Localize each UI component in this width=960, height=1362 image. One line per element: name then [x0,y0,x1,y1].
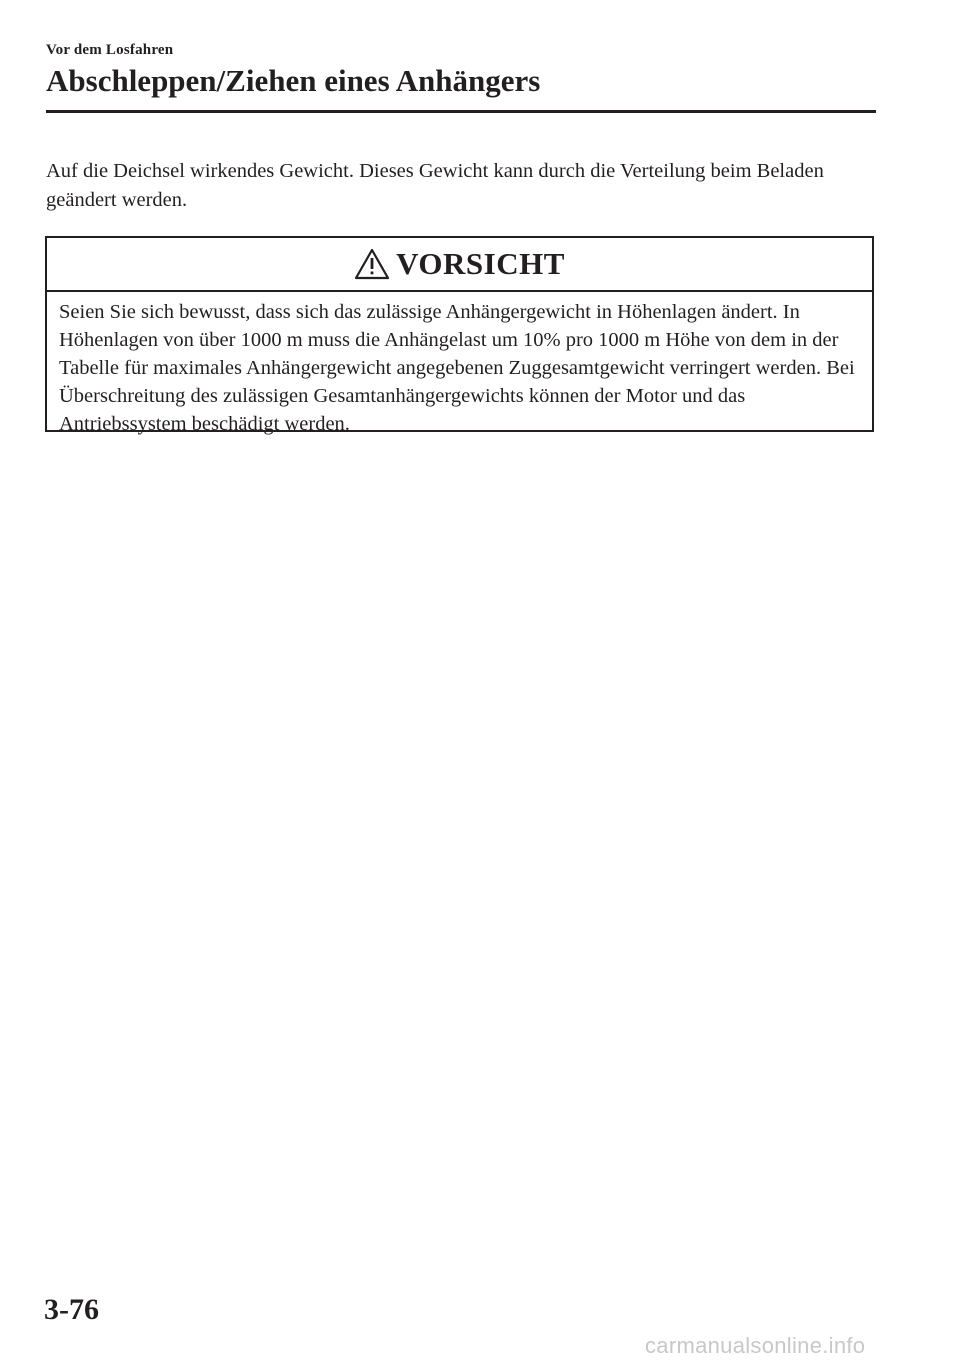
intro-paragraph: Auf die Deichsel wirkendes Gewicht. Dieses Gewicht kann durch die Verteilung beim Beladen geändert werden. [46,160,824,211]
warning-triangle-icon [354,248,390,280]
page-number: 3-76 [44,1293,99,1326]
caution-box [45,236,874,435]
title-divider [46,110,876,113]
watermark: carmanualsonline.info [645,1333,866,1358]
caution-text: Seien Sie sich bewusst, dass sich das zulässige Anhängergewicht in Höhenlagen ändert. In Höhenlagen von über 1000 m muss die Anhängelast um 10% pro 1000 m Höhe von dem in der Tabelle für maximales Anhängergewicht angegebenen Zuggesamtgewicht verringert werden. Bei Überschreitung des zulässigen Gesamtanhängergewichts können der Motor und das Antriebssystem beschädigt werden. [59,301,855,435]
page-title: Abschleppen/Ziehen eines Anhängers [46,63,541,98]
caution-title: VORSICHT [396,246,565,281]
caution-header [47,238,872,292]
section-label: Vor dem Losfahren [46,42,174,58]
